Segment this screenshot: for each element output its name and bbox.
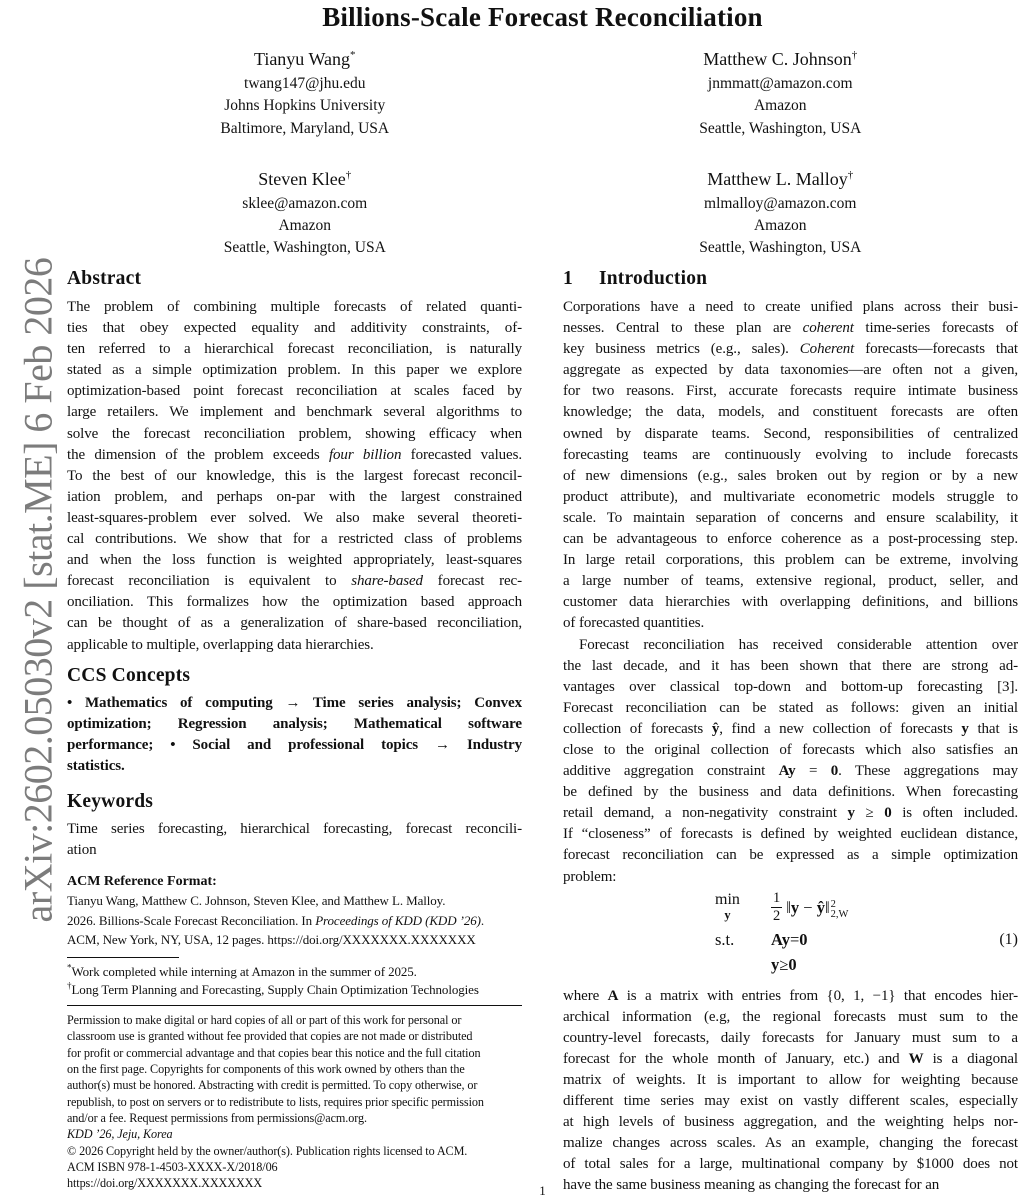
intro-paragraph-1 bbox=[563, 297, 1018, 635]
text-line: for two reasons. First, accurate forecasts require intimate business bbox=[563, 383, 1018, 400]
author-detail: twang147@jhu.edu bbox=[244, 75, 366, 92]
text-line: 2026. Billions-Scale Forecast Reconciliation. In Proceedings of KDD (KDD ’26). bbox=[67, 912, 485, 928]
text-line: of forecasted quantities. bbox=[563, 615, 705, 632]
text-line: the dimension of the problem exceeds four billion forecasted values. bbox=[67, 446, 522, 463]
text-line: and/or a fee. Request permissions from permissions@acm.org. bbox=[67, 1110, 367, 1125]
text-line: • Mathematics of computing → Time series analysis; Convex bbox=[67, 694, 522, 711]
author-detail: Amazon bbox=[753, 217, 807, 235]
acm-ref-text bbox=[67, 891, 522, 950]
keywords-heading: Keywords bbox=[67, 790, 154, 812]
text-line: retail demand, a non-negativity constraint y ≥ 0 is often included. bbox=[563, 805, 1018, 822]
text-line: Corporations have a need to create unified plans across their busi- bbox=[563, 299, 1018, 315]
author-name: Matthew L. Malloy† bbox=[707, 168, 854, 189]
text-line: forecast reconciliation is equivalent to share-based forecast rec- bbox=[67, 573, 522, 590]
left-column bbox=[67, 268, 522, 1191]
author-detail: Amazon bbox=[753, 97, 807, 115]
text-line: author(s) must be honored. Abstracting with credit is permitted. To copy otherwise, or bbox=[67, 1078, 478, 1093]
text-line: ation bbox=[67, 842, 97, 859]
intro-paragraph-2 bbox=[563, 635, 1018, 888]
permission-block bbox=[67, 1012, 522, 1191]
text-line: aggregate as expected by data taxonomies—are often not a given, bbox=[563, 362, 1018, 379]
text-line: stated as a simple optimization problem. In this paper we explore bbox=[67, 362, 522, 379]
text-line: at high levels of business aggregation, and the weighting helps nor- bbox=[563, 1114, 1018, 1131]
text-line: solve the forecast reconciliation problem, showing efficacy when bbox=[67, 425, 522, 442]
constraint-1: Ay = 0 bbox=[771, 929, 808, 949]
footnotes bbox=[67, 963, 522, 998]
section-title: Introduction bbox=[598, 268, 708, 289]
text-line: customer data hierarchies with overlapping definitions, and billions bbox=[563, 594, 1018, 611]
text-line: close to the original collection of forecasts which also satisfies an bbox=[563, 741, 1018, 758]
text-line: statistics. bbox=[67, 757, 125, 774]
text-line: key business metrics (e.g., sales). Coherent forecasts—forecasts that bbox=[563, 341, 1018, 358]
author-name: Matthew C. Johnson† bbox=[703, 49, 858, 69]
text-line: forecasting teams are continuously evolving to include forecasts bbox=[563, 446, 1018, 463]
subject-to-label: s.t. bbox=[715, 929, 735, 949]
text-line: †Long Term Planning and Forecasting, Supply Chain Optimization Technologies bbox=[67, 980, 479, 997]
author-block bbox=[67, 47, 1018, 260]
equation-1 bbox=[563, 891, 1018, 977]
text-line: collection of forecasts ŷ, find a new collection of forecasts y that is bbox=[563, 720, 1018, 737]
text-line: problem: bbox=[563, 868, 617, 885]
text-line: Time series forecasting, hierarchical forecasting, forecast reconcili- bbox=[67, 820, 522, 837]
text-line: a large number of teams, extensive regional, product, seller, and bbox=[563, 573, 1018, 590]
author-detail: Baltimore, Maryland, USA bbox=[220, 119, 390, 137]
author bbox=[67, 47, 543, 140]
text-line: ACM, New York, NY, USA, 12 pages. https://doi.org/XXXXXXX.XXXXXXX bbox=[67, 932, 476, 948]
one-half-fraction: $\frac{1}{2}$ bbox=[773, 889, 781, 925]
text-line: https://doi.org/XXXXXXX.XXXXXXX bbox=[67, 1176, 263, 1191]
text-line: ties that obey expected equality and additivity constraints, of- bbox=[67, 320, 522, 337]
norm-expression: ‖y − ŷ‖ bbox=[786, 897, 830, 917]
text-line: nesses. Central to these plan are coherent time-series forecasts of bbox=[563, 320, 1018, 337]
author-name: Tianyu Wang* bbox=[253, 49, 356, 69]
text-line: owned by disparate teams. Second, responsibilities of centralized bbox=[563, 425, 1018, 442]
ccs-heading: CCS Concepts bbox=[67, 664, 191, 686]
text-line: have the same business meaning as changing the forecast for an bbox=[563, 1177, 940, 1194]
ccs-text bbox=[67, 693, 522, 777]
author-detail: jnmmatt@amazon.com bbox=[707, 75, 853, 92]
text-line: of new dimensions (e.g., sales broken out by region or by a new bbox=[563, 467, 1018, 484]
footnote-rule bbox=[67, 957, 179, 958]
text-line: Forecast reconciliation has received considerable attention over bbox=[579, 636, 1018, 653]
norm-sup-sub: 2 2,W bbox=[830, 898, 849, 920]
author-detail: Johns Hopkins University bbox=[224, 97, 386, 115]
text-line: In large retail corporations, this problem can be extreme, involving bbox=[563, 552, 1018, 569]
text-line: onciliation. This formalizes how the optimization based approach bbox=[67, 594, 522, 611]
author-detail: sklee@amazon.com bbox=[242, 194, 368, 212]
text-line: performance; • Social and professional topics → Industry bbox=[67, 736, 522, 753]
abstract-text bbox=[67, 297, 522, 656]
author bbox=[543, 167, 1019, 260]
text-line: country-level forecasts, daily forecasts for January must sum to a bbox=[563, 1029, 1018, 1046]
abstract-heading: Abstract bbox=[67, 268, 142, 289]
intro-paragraph-3 bbox=[563, 986, 1018, 1197]
text-line: © 2026 Copyright held by the owner/author(s). Publication rights licensed to ACM. bbox=[67, 1143, 468, 1158]
acm-ref-heading: ACM Reference Format: bbox=[67, 874, 217, 890]
section-number: 1 bbox=[563, 268, 573, 289]
text-line: least-squares-problem ever solved. We also make several theoreti- bbox=[67, 509, 522, 526]
constraint-2: y ≥ 0 bbox=[771, 954, 797, 974]
text-line: on the first page. Copyrights for components of this work owned by others than the bbox=[67, 1062, 465, 1077]
text-line: forecast for the whole month of January, etc.) and W is a diagonal bbox=[563, 1050, 1018, 1067]
arxiv-watermark: arXiv:2602.05030v2 [stat.ME] 6 Feb 2026 bbox=[15, 257, 61, 923]
paper-title: Billions-Scale Forecast Reconciliation bbox=[322, 2, 763, 32]
text-line: Permission to make digital or hard copies of all or part of this work for personal or bbox=[67, 1013, 462, 1028]
text-line: additive aggregation constraint Ay = 0. These aggregations may bbox=[563, 763, 1018, 780]
text-line: different time series may exist on vastly different scales, especially bbox=[563, 1093, 1018, 1110]
introduction-heading bbox=[563, 268, 1018, 290]
keywords-text bbox=[67, 819, 522, 861]
text-line: Forecast reconciliation can be stated as follows: given an initial bbox=[563, 699, 1018, 716]
author-name: Steven Klee† bbox=[258, 168, 352, 189]
text-line: archical information (e.g, the regional forecasts must sum to the bbox=[563, 1008, 1018, 1025]
author-detail: Seattle, Washington, USA bbox=[699, 119, 862, 137]
permission-rule bbox=[67, 1005, 522, 1006]
text-line: optimization-based point forecast reconciliation at scales faced by bbox=[67, 383, 522, 400]
text-line: scale. To maintain separation of concerns and ensure scalability, it bbox=[563, 509, 1018, 526]
text-line: of total sales for a large, multinational company by $1000 does not bbox=[563, 1156, 1018, 1173]
text-line: applicable to multiple, overlapping data hierarchies. bbox=[67, 636, 374, 653]
author bbox=[543, 47, 1019, 140]
min-operator: min y bbox=[715, 890, 740, 922]
right-column bbox=[563, 268, 1018, 1197]
text-line: KDD ’26, Jeju, Korea bbox=[67, 1127, 173, 1142]
text-line: republish, to post on servers or to redistribute to lists, requires prior specific permission bbox=[67, 1094, 484, 1109]
author-detail: Seattle, Washington, USA bbox=[699, 239, 862, 257]
text-line: malize changes across scales. As an example, changing the forecast bbox=[563, 1135, 1018, 1152]
text-line: and when the loss function is weighted appropriately, least-squares bbox=[67, 552, 522, 569]
text-line: product attribute), and multivariate econometric models struggle to bbox=[563, 488, 1018, 505]
text-line: knowledge; the data, models, and constituent forecasts are often bbox=[563, 404, 1018, 421]
text-line: iation problem, and perhaps on-par with the largest constrained bbox=[67, 488, 522, 505]
text-line: vantages over classical top-down and bottom-up forecasting [3]. bbox=[563, 678, 1018, 695]
equation-number: (1) bbox=[999, 930, 1018, 948]
text-line: ten referred to a hierarchical forecast reconciliation, is naturally bbox=[67, 341, 522, 358]
text-line: forecast reconciliation can be expressed as a simple optimization bbox=[563, 847, 1018, 864]
text-line: optimization; Regression analysis; Mathematical software bbox=[67, 715, 522, 732]
text-line: for profit or commercial advantage and that copies bear this notice and the full citation bbox=[67, 1045, 481, 1060]
author-detail: Seattle, Washington, USA bbox=[223, 239, 386, 257]
text-line: matrix of weights. It is important to allow for weighting because bbox=[563, 1072, 1018, 1088]
paper-page bbox=[67, 0, 1018, 1200]
text-line: *Work completed while interning at Amazon in the summer of 2025. bbox=[67, 962, 417, 979]
text-line: The problem of combining multiple forecasts of related quanti- bbox=[67, 299, 522, 315]
text-line: If “closeness” of forecasts is defined by weighted euclidean distance, bbox=[563, 826, 1018, 843]
author bbox=[67, 167, 543, 260]
text-line: where A is a matrix with entries from {0, 1, −1} that encodes hier- bbox=[563, 987, 1018, 1004]
author-detail: mlmalloy@amazon.com bbox=[704, 194, 857, 212]
text-line: can be thought of as a generalization of share-based reconciliation, bbox=[67, 615, 522, 632]
page-number: 1 bbox=[539, 1183, 546, 1198]
text-line: large retailers. We implement and benchmark several algorithms to bbox=[67, 404, 522, 421]
text-line: cal contributions. We show that for a restricted class of problems bbox=[67, 531, 522, 548]
text-line: To the best of our knowledge, this is the largest forecast reconcil- bbox=[67, 467, 522, 484]
text-line: the last decade, and it has been shown that there are strong ad- bbox=[563, 657, 1018, 674]
text-line: ACM ISBN 978-1-4503-XXXX-X/2018/06 bbox=[67, 1159, 278, 1174]
text-line: can be advantageous to enforce coherence as a post-processing step. bbox=[563, 531, 1018, 548]
author-detail: Amazon bbox=[278, 217, 331, 235]
text-line: be defined by the business and data definitions. When forecasting bbox=[563, 784, 1018, 801]
text-line: classroom use is granted without fee provided that copies are not made or distributed bbox=[67, 1029, 473, 1044]
text-line: Tianyu Wang, Matthew C. Johnson, Steven Klee, and Matthew L. Malloy. bbox=[67, 893, 446, 909]
